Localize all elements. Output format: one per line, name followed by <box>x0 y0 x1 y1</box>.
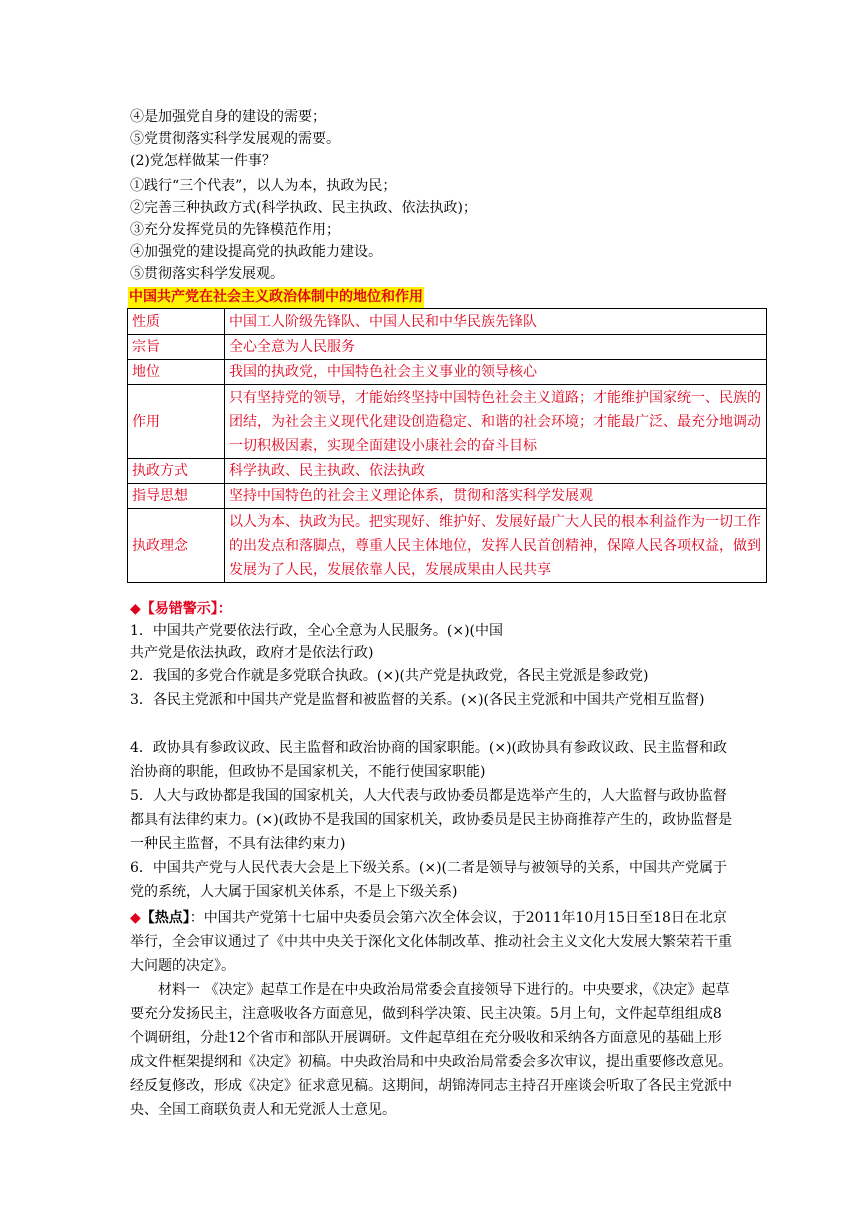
table-value: 以人为本、执政为民。把实现好、维护好、发展好最广大人民的根本利益作为一切工作的出发点和落脚点，尊重人民主体地位，发挥人民首创精神，保障人民各项权益，做到发展为了人民，发展依靠人民，发展成果由人民共享 <box>225 509 767 583</box>
text-line: ③充分发挥党员的先锋模范作用； <box>130 222 340 238</box>
table-value: 科学执政、民主执政、依法执政 <box>225 459 767 484</box>
table-row <box>128 484 767 509</box>
table-value: 全心全意为人民服务 <box>225 335 767 360</box>
table-key: 性质 <box>128 309 225 335</box>
table-key: 宗旨 <box>128 335 225 360</box>
warning-heading: ◆【易错警示】： <box>130 601 232 617</box>
warning-item: 5．人大与政协都是我国的国家机关，人大代表与政协委员都是选举产生的，人大监督与政协监督都具有法律约束力。(×)(政协不是我国的国家机关，政协委员是民主协商推荐产生的，政协监督是一种民主监督，不具有法律约束力) <box>130 788 733 852</box>
table-key: 地位 <box>128 360 225 385</box>
table-title: 中国共产党在社会主义政治体制中的地位和作用 <box>128 287 424 308</box>
hotspot-paragraph <box>130 906 735 978</box>
text-line: ④加强党的建设提高党的执政能力建设。 <box>130 244 382 260</box>
table-key: 作用 <box>128 385 225 459</box>
text-line: ②完善三种执政方式(科学执政、民主执政、依法执政)； <box>130 200 477 216</box>
table-value: 我国的执政党，中国特色社会主义事业的领导核心 <box>225 360 767 385</box>
text-line: (2)党怎样做某一件事？ <box>130 153 276 169</box>
text-line: ⑤党贯彻落实科学发展观的需要。 <box>130 131 340 147</box>
warning-item: 2．我国的多党合作就是多党联合执政。(×)(共产党是执政党，各民主党派是参政党) <box>130 668 649 684</box>
table-row <box>128 360 767 385</box>
table-key: 指导思想 <box>128 484 225 509</box>
table-key: 执政理念 <box>128 509 225 583</box>
text-line: ⑤贯彻落实科学发展观。 <box>130 266 284 282</box>
table-row <box>128 509 767 583</box>
party-role-table <box>127 308 767 583</box>
table-row <box>128 335 767 360</box>
table-key: 执政方式 <box>128 459 225 484</box>
text-line: ④是加强党自身的建设的需要； <box>130 109 326 125</box>
table-value: 只有坚持党的领导，才能始终坚持中国特色社会主义道路；才能维护国家统一、民族的团结，为社会主义现代化建设创造稳定、和谐的社会环境；才能最广泛、最充分地调动一切积极因素，实现全面建设小康社会的奋斗目标 <box>225 385 767 459</box>
hotspot-text: ：中国共产党第十七届中央委员会第六次全体会议，于2011年10月15日至18日在北京举行，全会审议通过了《中共中央关于深化文化体制改革、推动社会主义文化大发展大繁荣若干重大问题的决定》。 <box>130 910 732 974</box>
warning-item: 4．政协具有参政议政、民主监督和政治协商的国家职能。(×)(政协具有参政议政、民主监督和政治协商的职能，但政协不是国家机关，不能行使国家职能) <box>130 740 728 780</box>
table-row <box>128 385 767 459</box>
material-paragraph: 材料一 《决定》起草工作是在中央政治局常委会直接领导下进行的。中央要求，《决定》起草要充分发扬民主，注意吸收各方面意见，做到科学决策、民主决策。5月上旬，文件起草组组成8个调研组，分赴12个省市和部队开展调研。文件起草组在充分吸收和采纳各方面意见的基础上形成文件框架提纲和《决定》初稿。中央政治局和中央政治局常委会多次审议，提出重要修改意见。经反复修改，形成《决定》征求意见稿。这期间，胡锦涛同志主持召开座谈会听取了各民主党派中央、全国工商联负责人和无党派人士意见。 <box>130 982 732 1118</box>
warning-item: 6．中国共产党与人民代表大会是上下级关系。(×)(二者是领导与被领导的关系，中国共产党属于党的系统，人大属于国家机关体系，不是上下级关系) <box>130 860 728 900</box>
hotspot-label: 【热点】 <box>140 910 190 926</box>
table-value: 坚持中国特色的社会主义理论体系，贯彻和落实科学发展观 <box>225 484 767 509</box>
warning-item: 3．各民主党派和中国共产党是监督和被监督的关系。(×)(各民主党派和中国共产党相互监督) <box>130 692 705 708</box>
table-value: 中国工人阶级先锋队、中国人民和中华民族先锋队 <box>225 309 767 335</box>
warning-item: 1．中国共产党要依法行政，全心全意为人民服务。(×)(中国 <box>130 623 504 639</box>
text-line: ①践行“三个代表”，以人为本，执政为民； <box>130 178 397 194</box>
table-row <box>128 309 767 335</box>
diamond-icon: ◆ <box>130 910 141 926</box>
warning-item: 共产党是依法执政，政府才是依法行政) <box>130 645 374 661</box>
table-row <box>128 459 767 484</box>
